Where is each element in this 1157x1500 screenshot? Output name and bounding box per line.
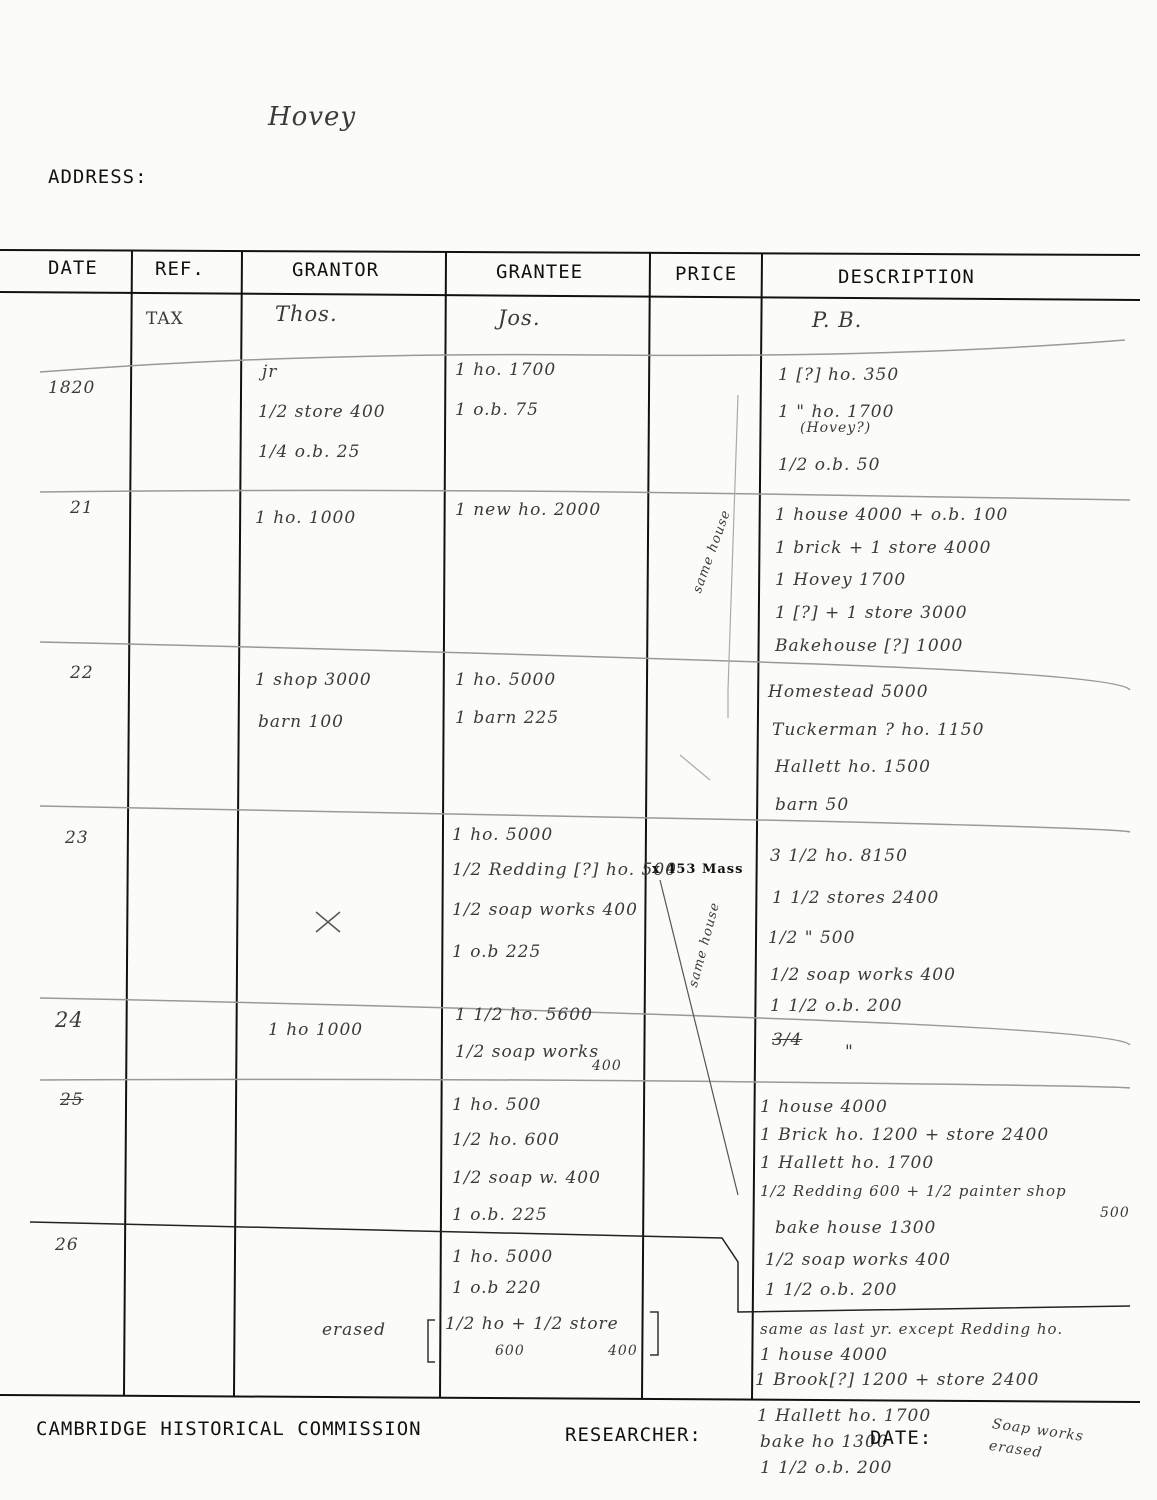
grantee-21-line1: 1 new ho. 2000 — [455, 500, 602, 520]
commission-name: CAMBRIDGE HISTORICAL COMMISSION — [36, 1418, 422, 1440]
grantee-1820-line1: 1 ho. 1700 — [455, 360, 557, 380]
desc-25-line1: 1 house 4000 — [760, 1097, 888, 1117]
grantee-25-line3: 1/2 soap w. 400 — [452, 1168, 601, 1188]
desc-21-line3: 1 Hovey 1700 — [775, 570, 907, 590]
desc-1820-line3: 1/2 o.b. 50 — [778, 455, 881, 475]
desc-25-line4-amount: 500 — [1100, 1205, 1130, 1221]
grantee-23-line4: 1 o.b 225 — [452, 942, 542, 962]
grantee-23-line1: 1 ho. 5000 — [452, 825, 554, 845]
desc-22-line2: Tuckerman ? ho. 1150 — [772, 720, 985, 740]
column-header-date: DATE — [48, 257, 98, 279]
date-1820: 1820 — [48, 378, 96, 398]
grantee-25-line4: 1 o.b. 225 — [452, 1205, 548, 1225]
desc-1820-line1: 1 [?] ho. 350 — [778, 365, 900, 385]
desc-1820-hovey-note: (Hovey?) — [800, 420, 872, 436]
grantee-first-name: Jos. — [498, 306, 541, 330]
date-24: 24 — [55, 1008, 84, 1032]
column-header-price: PRICE — [675, 263, 738, 285]
desc-22-line1: Homestead 5000 — [768, 682, 929, 702]
description-initials: P. B. — [812, 308, 863, 332]
desc-26-line6: 1 1/2 o.b. 200 — [760, 1458, 893, 1478]
grantor-1820-line3: 1/4 o.b. 25 — [258, 442, 361, 462]
desc-25-line6: 1/2 soap works 400 — [765, 1250, 951, 1270]
grantee-26-erased-amount2: 400 — [608, 1343, 638, 1359]
column-header-description: DESCRIPTION — [838, 266, 975, 288]
date-21: 21 — [70, 498, 94, 518]
grantee-24-line2: 1/2 soap works — [455, 1042, 600, 1062]
desc-25-line3: 1 Hallett ho. 1700 — [760, 1153, 935, 1173]
researcher-label: RESEARCHER: — [565, 1424, 702, 1446]
desc-21-line5: Bakehouse [?] 1000 — [775, 636, 964, 656]
ref-tax: TAX — [146, 309, 184, 329]
grantee-26-erased-amount1: 600 — [495, 1343, 525, 1359]
desc-22-line4: barn 50 — [775, 795, 850, 815]
grantee-23-line3: 1/2 soap works 400 — [452, 900, 638, 920]
grantor-24-line1: 1 ho 1000 — [268, 1020, 364, 1040]
erased-label: erased — [322, 1320, 386, 1340]
grantee-23-line2: 1/2 Redding [?] ho. 500 — [452, 860, 677, 880]
price-23: x 453 Mass — [652, 862, 744, 877]
grantee-25-line2: 1/2 ho. 600 — [452, 1130, 560, 1150]
desc-21-line4: 1 [?] + 1 store 3000 — [775, 603, 968, 623]
desc-26-line4: 1 Hallett ho. 1700 — [757, 1406, 932, 1426]
grantor-21-line1: 1 ho. 1000 — [255, 508, 357, 528]
desc-25-line2: 1 Brick ho. 1200 + store 2400 — [760, 1125, 1050, 1145]
desc-24-line2: " — [845, 1042, 854, 1062]
desc-26-line2: 1 house 4000 — [760, 1345, 888, 1365]
grantor-first-name: Thos. — [275, 302, 338, 326]
grantor-22-line2: barn 100 — [258, 712, 344, 732]
column-header-ref: REF. — [155, 258, 205, 280]
grantee-22-line1: 1 ho. 5000 — [455, 670, 557, 690]
grantee-22-line2: 1 barn 225 — [455, 708, 560, 728]
date-label: DATE: — [870, 1427, 933, 1449]
desc-23-line3: 1/2 " 500 — [768, 928, 856, 948]
date-22: 22 — [70, 663, 94, 683]
desc-26-line3: 1 Brook[?] 1200 + store 2400 — [755, 1370, 1040, 1390]
column-header-grantor: GRANTOR — [292, 259, 380, 281]
desc-1820-line2: 1 " ho. 1700 — [778, 402, 895, 422]
grantor-22-line1: 1 shop 3000 — [255, 670, 372, 690]
grantee-26-erased-line1: 1/2 ho + 1/2 store — [445, 1314, 619, 1334]
desc-25-line4: 1/2 Redding 600 + 1/2 painter shop — [760, 1182, 1067, 1200]
desc-23-line4: 1/2 soap works 400 — [770, 965, 956, 985]
grantor-1820-line1: jr — [262, 362, 278, 382]
date-26: 26 — [55, 1235, 79, 1255]
desc-26-line1: same as last yr. except Redding ho. — [760, 1320, 1064, 1338]
desc-22-line3: Hallett ho. 1500 — [775, 757, 931, 777]
soap-works-erased-note: Soap works erased — [987, 1416, 1085, 1462]
same-house-note-1: same house — [690, 507, 735, 596]
desc-25-line7: 1 1/2 o.b. 200 — [765, 1280, 898, 1300]
desc-25-line5: bake house 1300 — [775, 1218, 937, 1238]
date-25: 25 — [60, 1090, 84, 1110]
desc-23-line2: 1 1/2 stores 2400 — [772, 888, 940, 908]
desc-23-line5: 1 1/2 o.b. 200 — [770, 996, 903, 1016]
grantor-1820-line2: 1/2 store 400 — [258, 402, 386, 422]
grantee-25-line1: 1 ho. 500 — [452, 1095, 542, 1115]
desc-23-line1: 3 1/2 ho. 8150 — [770, 846, 908, 866]
grantee-1820-line2: 1 o.b. 75 — [455, 400, 539, 420]
desc-26-line5: bake ho 1300 — [760, 1432, 889, 1452]
date-23: 23 — [65, 828, 89, 848]
grantee-24-line1: 1 1/2 ho. 5600 — [455, 1005, 593, 1025]
grantee-26-line2: 1 o.b 220 — [452, 1278, 542, 1298]
grantee-24-line3: 400 — [592, 1058, 622, 1074]
address-label: ADDRESS: — [48, 166, 148, 188]
same-house-note-2: same house — [686, 900, 724, 989]
surname-handwritten: Hovey — [268, 102, 357, 132]
desc-21-line2: 1 brick + 1 store 4000 — [775, 538, 992, 558]
column-header-grantee: GRANTEE — [496, 261, 584, 283]
desc-21-line1: 1 house 4000 + o.b. 100 — [775, 505, 1009, 525]
desc-24-line1: 3/4 — [772, 1030, 803, 1050]
grantee-26-line1: 1 ho. 5000 — [452, 1247, 554, 1267]
